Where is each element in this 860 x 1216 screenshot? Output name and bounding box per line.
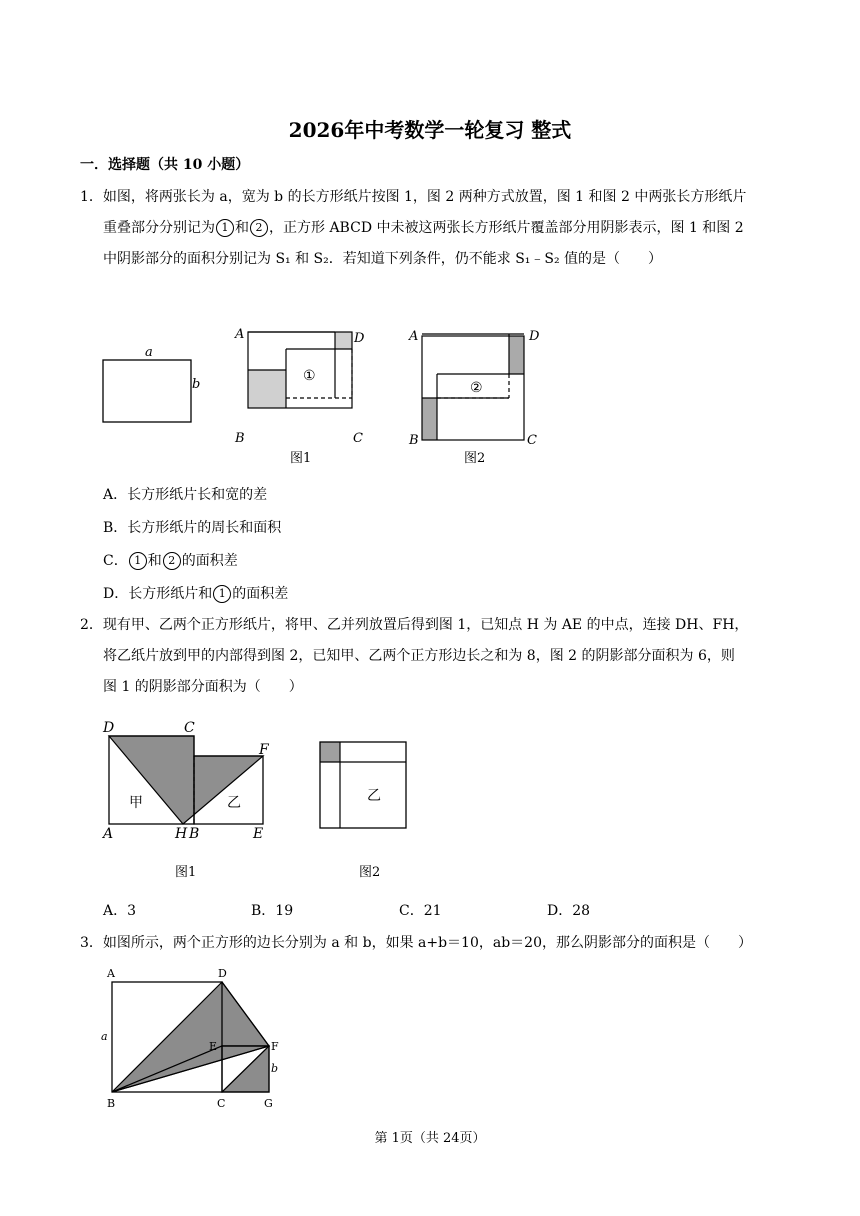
q1-fig2-B: B (409, 433, 419, 448)
q2-fig1-caption: 图1 (175, 865, 197, 880)
q1-fig2-A: A (409, 329, 419, 344)
q1-rect (103, 360, 191, 422)
q1-fig1-C: C (353, 431, 363, 446)
q2-figure (95, 716, 425, 886)
q3-side-b: b (271, 1062, 279, 1075)
q1-line-2-start: 重叠部分分别记为 (103, 220, 215, 236)
q1-fig2-caption: 图2 (464, 451, 486, 466)
q2-option-d[interactable]: D．28 (547, 903, 591, 919)
q3-figure (95, 966, 295, 1112)
q2-yi-label: 乙 (227, 795, 241, 811)
q2-fig2-caption: 图2 (359, 865, 381, 880)
q3-side-a: a (101, 1030, 108, 1043)
q2-options (103, 900, 695, 920)
q2-option-b[interactable]: B．19 (251, 903, 294, 919)
question-3 (80, 928, 780, 959)
q2-label-H: H (175, 826, 188, 842)
q1-line-2 (80, 213, 780, 244)
q1-fig1-B: B (235, 431, 245, 446)
q1-option-d-prefix: D．长方形纸片和 (103, 586, 213, 602)
q3-line-1: 3．如图所示，两个正方形的边长分别为 a 和 b，如果 a+b＝10，ab＝20，那么阴影部分的面积是（ ） (80, 935, 752, 951)
q1-option-b[interactable]: B．长方形纸片的周长和面积 (103, 520, 282, 536)
page-footer: 第 1页（共 24页） (374, 1131, 486, 1146)
q2-line-3: 图 1 的阴影部分面积为（ ） (103, 679, 303, 695)
q1-fig1-region: ① (303, 368, 316, 384)
q2-fig2-shade (320, 742, 340, 762)
q1-fig2-region: ② (470, 380, 483, 396)
q2-fig1 (101, 720, 270, 880)
q1-option-c-and: 和 (147, 553, 162, 569)
circled-1: 1 (216, 219, 234, 237)
q1-option-a[interactable]: A．长方形纸片长和宽的差 (103, 487, 268, 503)
q3-label-A: A (107, 967, 115, 980)
q1-fig2-C: C (527, 433, 537, 448)
page-title: 2026年中考数学一轮复习 整式 (288, 118, 572, 142)
section-heading: 一．选择题（共 10 小题） (80, 157, 250, 173)
q1-option-c[interactable] (103, 550, 238, 570)
q2-line-1: 2．现有甲、乙两个正方形纸片，将甲、乙并列放置后得到图 1，已知点 H 为 AE 的中点，连接 DH、FH， (80, 617, 749, 633)
q1-fig1-D: D (354, 331, 365, 346)
q1-option-d[interactable] (103, 583, 288, 603)
q2-fig2 (320, 742, 406, 880)
q2-label-A: A (103, 826, 114, 842)
q3-label-C: C (217, 1097, 226, 1110)
q3-label-D: D (218, 967, 227, 980)
q1-fig1-caption: 图1 (290, 451, 312, 466)
q2-jia-label: 甲 (129, 795, 143, 811)
circled-2: 2 (163, 552, 181, 570)
question-2 (80, 610, 780, 703)
q2-label-D: D (103, 720, 115, 736)
q1-option-d-suffix: 的面积差 (232, 586, 289, 602)
q1-and: 和 (235, 220, 249, 236)
circled-1: 1 (129, 552, 147, 570)
q2-label-B: B (189, 826, 200, 842)
circled-2: 2 (250, 219, 268, 237)
question-1 (80, 182, 780, 275)
circled-1: 1 (213, 585, 231, 603)
q1-rect-a: a (145, 345, 153, 360)
q2-label-C: C (184, 720, 195, 736)
q1-line-2-end: ，正方形 ABCD 中未被这两张长方形纸片覆盖部分用阴影表示，图 1 和图 2 (269, 220, 744, 236)
q2-line-2: 将乙纸片放到甲的内部得到图 2，已知甲、乙两个正方形边长之和为 8，图 2 的阴影部分面积为 6，则 (103, 648, 735, 664)
q1-fig1 (234, 327, 365, 466)
q1-line-3: 中阴影部分的面积分别记为 S₁ 和 S₂．若知道下列条件，仍不能求 S₁﹣S₂ 值的是（ ） (103, 251, 663, 267)
q2-option-a[interactable]: A．3 (103, 903, 137, 919)
q1-figure (95, 322, 555, 472)
q2-label-E: E (253, 826, 264, 842)
q3-label-E: E (209, 1040, 218, 1053)
q1-fig1-shade-tr (335, 332, 352, 349)
q1-option-c-suffix: 的面积差 (181, 553, 238, 569)
q2-label-F: F (259, 742, 269, 758)
q2-fig2-yi-label: 乙 (367, 788, 381, 804)
q1-option-c-prefix: C． (103, 553, 128, 569)
q3-label-F: F (271, 1040, 279, 1053)
q1-fig2-shade-right (509, 336, 524, 374)
q1-fig2 (408, 329, 540, 466)
q1-fig1-A: A (235, 327, 245, 342)
q1-fig1-shade-bl (248, 370, 286, 408)
q1-rect-b: b (192, 377, 201, 392)
q1-line-1: 1．如图，将两张长为 a，宽为 b 的长方形纸片按图 1，图 2 两种方式放置，图 1 和图 2 中两张长方形纸片 (80, 189, 747, 205)
q2-option-c[interactable]: C．21 (399, 903, 442, 919)
q1-fig2-shade-left (422, 398, 437, 440)
q1-fig2-D: D (529, 329, 540, 344)
q3-label-B: B (107, 1097, 116, 1110)
q3-label-G: G (264, 1097, 273, 1110)
